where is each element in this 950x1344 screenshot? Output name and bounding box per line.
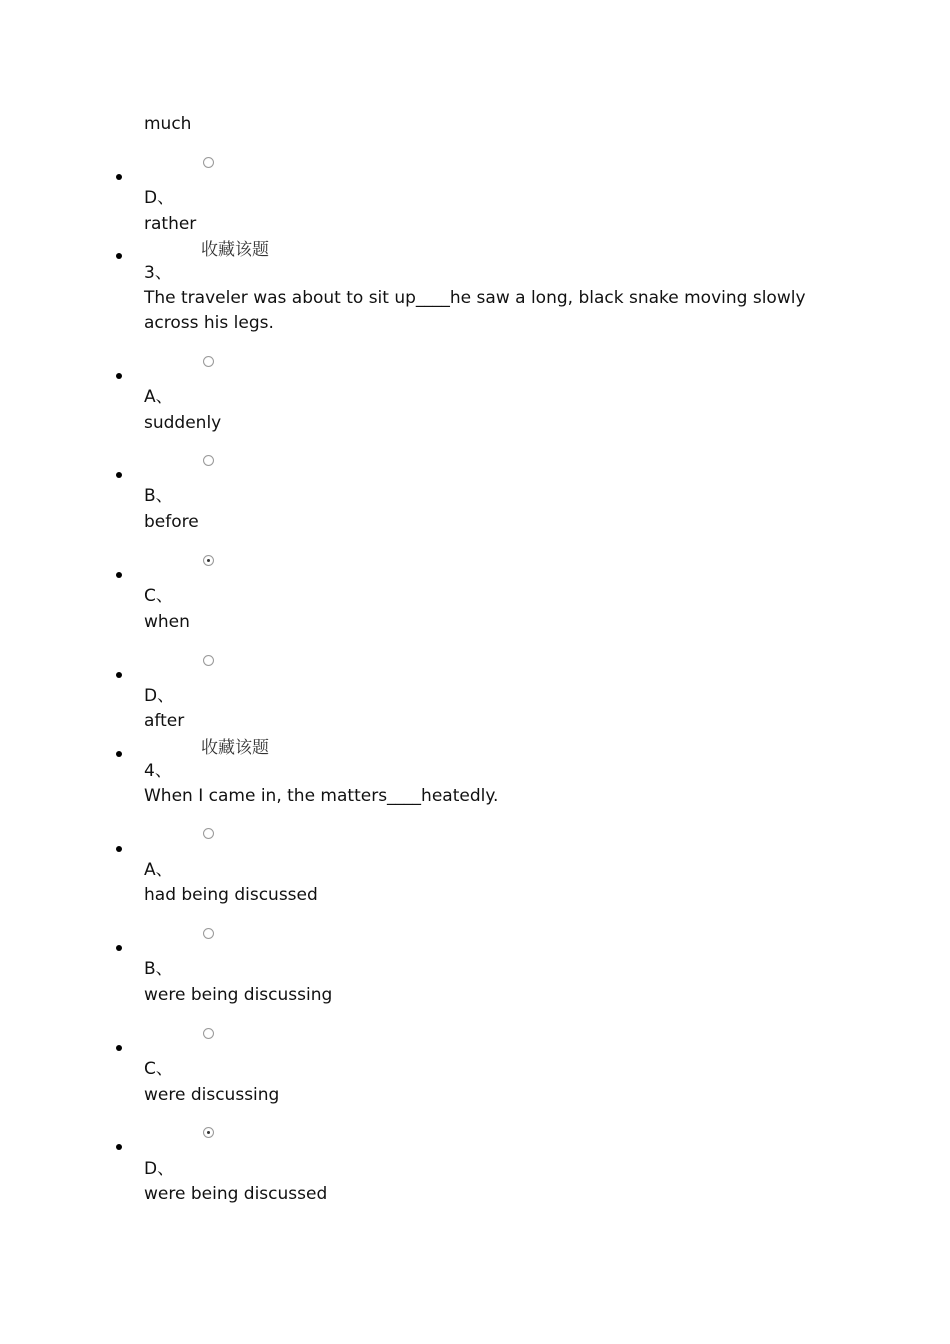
q4-option-a-radio[interactable] — [203, 828, 214, 839]
list-bullet — [116, 253, 122, 259]
q3-option-b-radio[interactable] — [203, 455, 214, 466]
q3-option-c-radio[interactable] — [203, 555, 214, 566]
q2-option-d-letter: D、 — [144, 188, 175, 208]
list-bullet — [116, 945, 122, 951]
q3-favorite-link[interactable]: 收藏该题 — [201, 240, 269, 260]
q3-option-c-letter: C、 — [144, 586, 173, 606]
q4-option-c-text: were discussing — [144, 1085, 280, 1105]
q4-option-d-letter: D、 — [144, 1159, 175, 1179]
list-bullet — [116, 1144, 122, 1150]
list-bullet — [116, 472, 122, 478]
list-bullet — [116, 751, 122, 757]
q4-option-c-radio[interactable] — [203, 1028, 214, 1039]
list-bullet — [116, 672, 122, 678]
q4-question-text: When I came in, the matters____heatedly. — [144, 786, 499, 806]
q4-favorite-link[interactable]: 收藏该题 — [201, 738, 269, 758]
list-bullet — [116, 373, 122, 379]
q4-number: 4、 — [144, 761, 172, 781]
q2-option-d-radio[interactable] — [203, 157, 214, 168]
q3-number: 3、 — [144, 263, 172, 283]
q3-option-b-letter: B、 — [144, 486, 173, 506]
q3-option-a-text: suddenly — [144, 413, 222, 433]
q2-option-d-text: rather — [144, 214, 197, 234]
q4-option-c-letter: C、 — [144, 1059, 173, 1079]
list-bullet — [116, 174, 122, 180]
q3-option-c-text: when — [144, 612, 190, 632]
q4-option-b-letter: B、 — [144, 959, 173, 979]
q4-option-b-radio[interactable] — [203, 928, 214, 939]
list-bullet — [116, 572, 122, 578]
q4-option-a-letter: A、 — [144, 860, 173, 880]
q3-question-text: The traveler was about to sit up____he saw a long, black snake moving slowly across his legs. — [144, 288, 806, 333]
list-bullet — [116, 846, 122, 852]
q4-option-b-text: were being discussing — [144, 985, 333, 1005]
q4-option-d-text: were being discussed — [144, 1184, 328, 1204]
q3-option-d-text: after — [144, 711, 185, 731]
q3-option-b-text: before — [144, 512, 199, 532]
q3-option-a-letter: A、 — [144, 387, 173, 407]
q3-option-d-radio[interactable] — [203, 655, 214, 666]
q2-option-c-text: much — [144, 114, 192, 134]
q4-option-a-text: had being discussed — [144, 885, 318, 905]
q3-option-d-letter: D、 — [144, 686, 175, 706]
list-bullet — [116, 1045, 122, 1051]
q4-option-d-radio[interactable] — [203, 1127, 214, 1138]
q3-option-a-radio[interactable] — [203, 356, 214, 367]
